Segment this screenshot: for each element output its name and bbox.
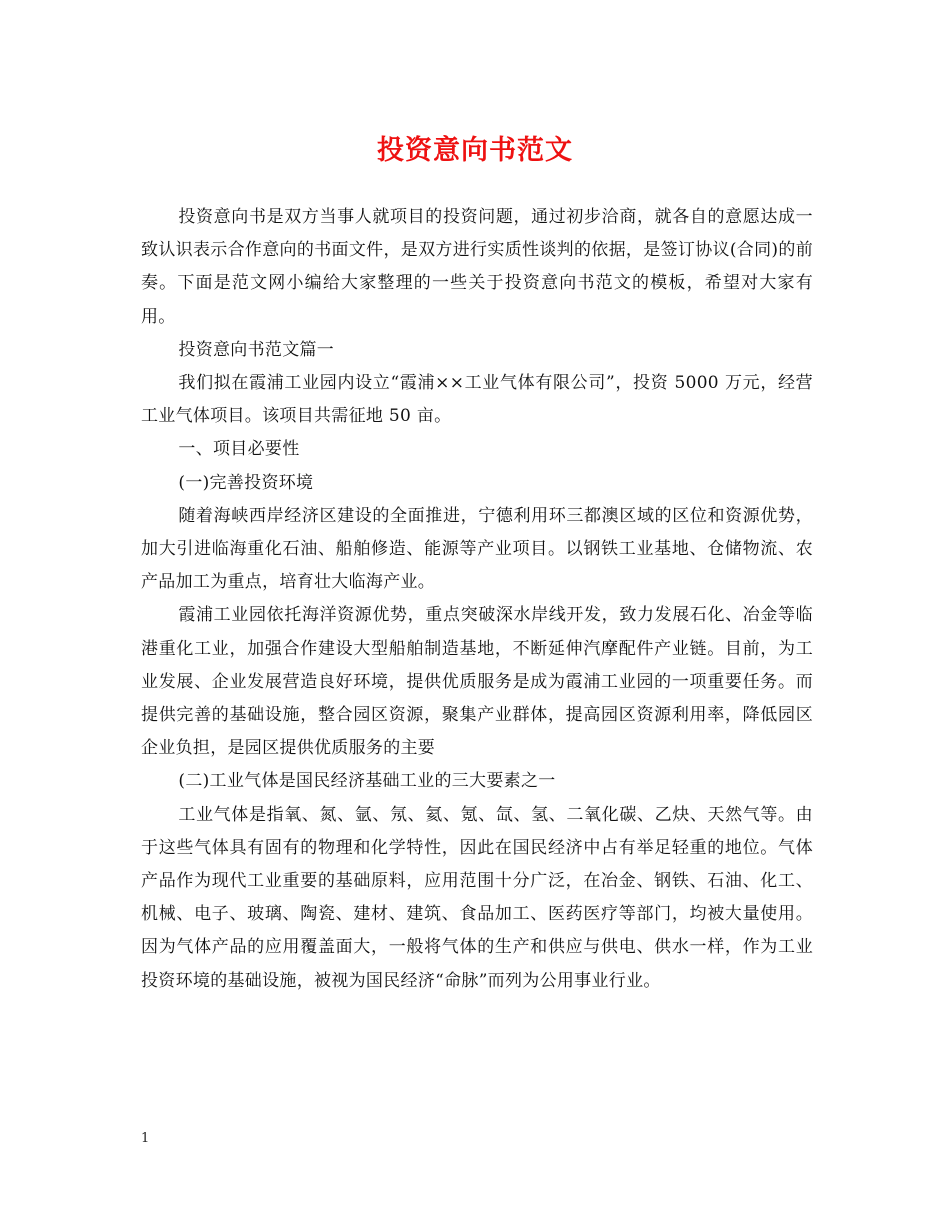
industrial-gas-paragraph: 工业气体是指氧、氮、氩、氖、氦、氪、氙、氢、二氧化碳、乙炔、天然气等。由于这些气体具有固有的物理和化学特性，因此在国民经济中占有举足轻重的地位。气体产品作为现代工业重要的基础原料，应用范围十分广泛，在冶金、钢铁、石油、化工、机械、电子、玻璃、陶瓷、建材、建筑、食品加工、医药医疗等部门，均被大量使用。因为气体产品的应用覆盖面大，一般将气体的生产和供应与供电、供水一样，作为工业投资环境的基础设施，被视为国民经济“命脉”而列为公用事业行业。	[141, 804, 813, 991]
economic-zone-paragraph: 随着海峡西岸经济区建设的全面推进，宁德利用环三都澳区域的区位和资源优势，加大引进临海重化石油、船舶修造、能源等产业项目。以钢铁工业基地、仓储物流、农产品加工为重点，培育壮大临海产业。	[141, 505, 813, 593]
subheading-investment-environment: (一)完善投资环境	[178, 472, 314, 493]
intro-paragraph: 投资意向书是双方当事人就项目的投资问题，通过初步洽商，就各自的意愿达成一致认识表示合作意向的书面文件，是双方进行实质性谈判的依据，是签订协议(合同)的前奏。下面是范文网小编给大家整理的一些关于投资意向书范文的模板，希望对大家有用。	[141, 207, 813, 327]
document-title: 投资意向书范文	[377, 135, 573, 166]
investment-plan-paragraph: 我们拟在霞浦工业园内设立“霞浦××工业气体有限公司”，投资 5000 万元，经营工业气体项目。该项目共需征地 50 亩。	[141, 373, 813, 427]
industrial-park-paragraph: 霞浦工业园依托海洋资源优势，重点突破深水岸线开发，致力发展石化、冶金等临港重化工业，加强合作建设大型船舶制造基地，不断延伸汽摩配件产业链。目前，为工业发展、企业发展营造良好环境，提供优质服务是成为霞浦工业园的一项重要任务。而提供完善的基础设施，整合园区资源，聚集产业群体，提高园区资源利用率，降低园区企业负担，是园区提供优质服务的主要	[141, 605, 813, 759]
heading-project-necessity: 一、项目必要性	[178, 439, 300, 460]
section-heading-part-one: 投资意向书范文篇一	[178, 339, 335, 360]
subheading-industrial-gas: (二)工业气体是国民经济基础工业的三大要素之一	[178, 771, 556, 792]
page-number: 1	[141, 1131, 150, 1146]
document-body	[141, 201, 813, 998]
